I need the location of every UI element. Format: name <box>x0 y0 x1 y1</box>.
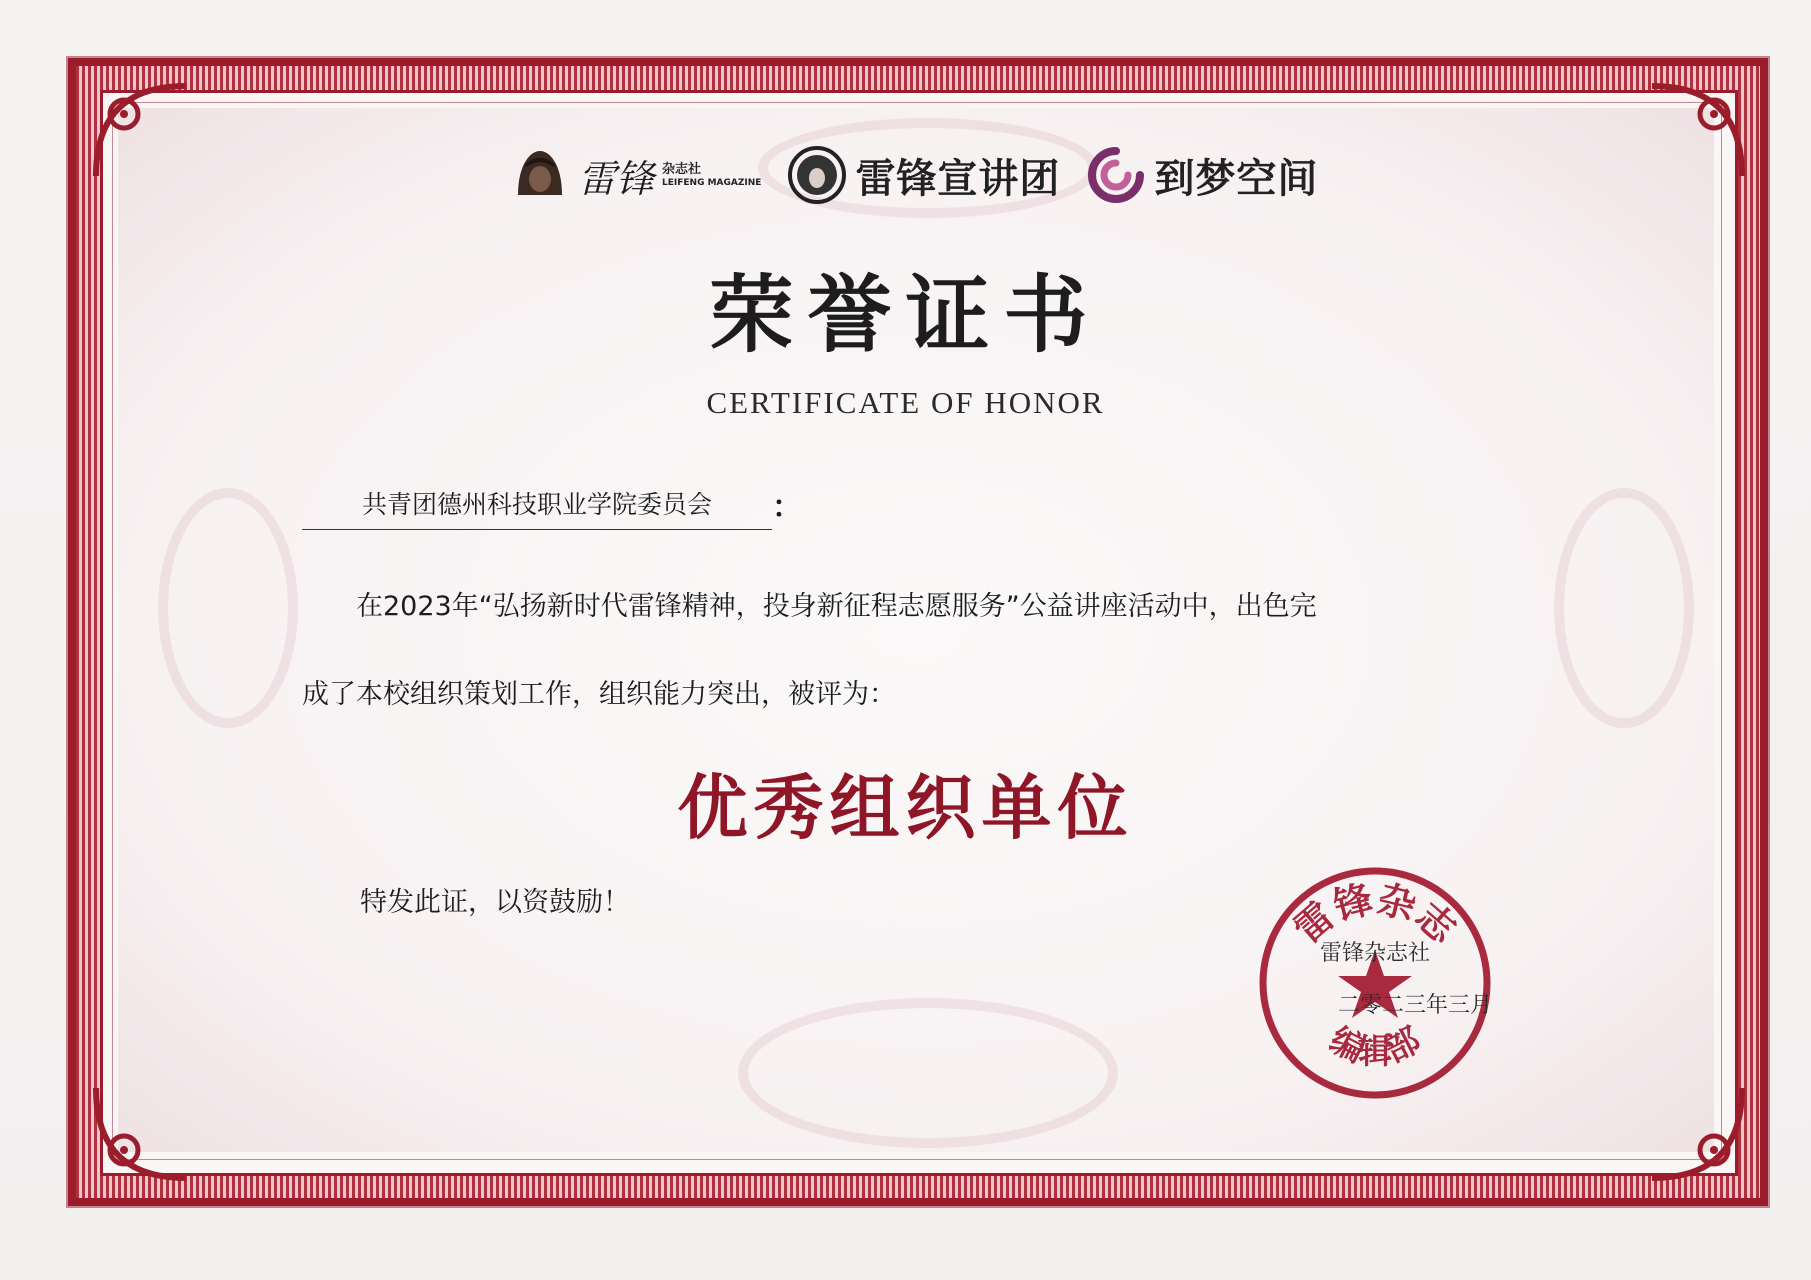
sponsor-logos <box>510 140 1330 210</box>
corner-ornament-bottom-left <box>86 1078 196 1188</box>
corner-ornament-top-right <box>1642 76 1752 186</box>
certificate-title: 荣誉证书 <box>709 265 1102 364</box>
body-text-line-2: 成了本校组织策划工作，组织能力突出，被评为： <box>302 679 896 710</box>
magazine-cn-label: 杂志社 <box>662 161 702 177</box>
closing-text: 特发此证，以资鼓励！ <box>360 887 630 918</box>
seal-bottom-text: 编辑部 <box>1322 1019 1428 1073</box>
daomeng-space-name: 到梦空间 <box>1154 155 1319 202</box>
certificate-subtitle: CERTIFICATE OF HONOR <box>706 385 1105 420</box>
leifeng-lecture-logo <box>787 145 1060 205</box>
leifeng-magazine-logo <box>510 145 761 205</box>
recipient-colon: ： <box>772 490 802 525</box>
ornament-right <box>1554 488 1694 728</box>
magazine-en-label: LEIFENG MAGAZINE <box>662 177 762 188</box>
official-seal <box>1250 858 1500 1108</box>
recipient-name: 共青团德州科技职业学院委员会 <box>302 485 772 530</box>
corner-ornament-bottom-right <box>1642 1078 1752 1188</box>
issue-date: 二零二三年三月 <box>1338 993 1493 1018</box>
ornament-bottom <box>738 998 1118 1148</box>
leifeng-magazine-wordmark <box>662 163 761 188</box>
daomeng-space-logo <box>1086 145 1318 205</box>
body-text-line-1: 在2023年“弘扬新时代雷锋精神，投身新征程志愿服务”公益讲座活动中，出色完 <box>356 591 1317 622</box>
leifeng-portrait-icon <box>510 145 570 205</box>
award-title: 优秀组织单位 <box>677 766 1134 849</box>
leifeng-badge-icon <box>787 145 847 205</box>
leifeng-lecture-name: 雷锋宣讲团 <box>855 155 1061 202</box>
leifeng-script-text: 雷锋 <box>578 156 655 201</box>
issuer-name: 雷锋杂志社 <box>1320 941 1431 966</box>
daomeng-swirl-icon <box>1086 145 1146 205</box>
corner-ornament-top-left <box>86 76 196 186</box>
seal-top-text: 雷锋杂志 <box>1284 875 1466 952</box>
ornament-left <box>158 488 298 728</box>
